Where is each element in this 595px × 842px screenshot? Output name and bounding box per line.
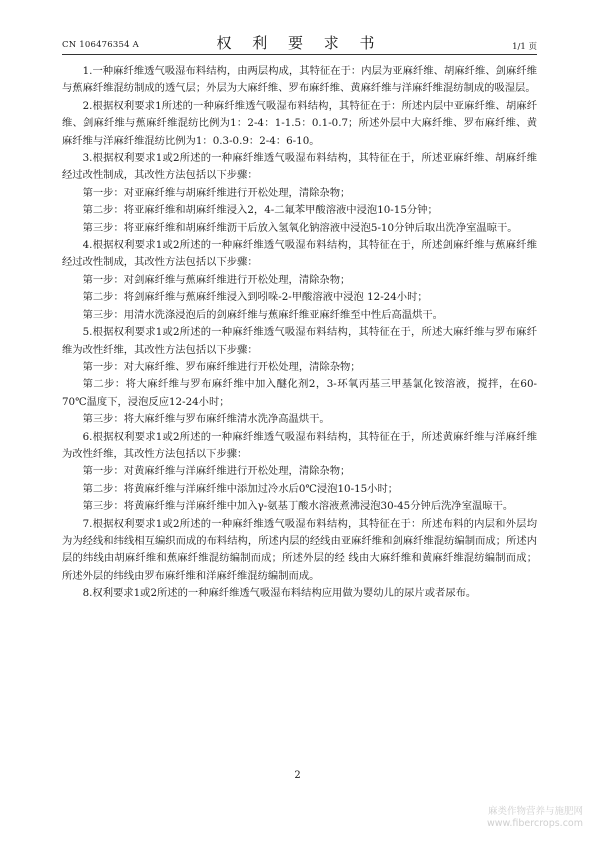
claim-paragraph: 3.根据权利要求1或2所述的一种麻纤维透气吸湿布料结构，其特征在于，所述亚麻纤维、胡麻纤维经过改性制成，其改性方法包括以下步骤：	[62, 152, 537, 182]
claim-step: 第三步：用清水洗涤浸泡后的剑麻纤维与蕉麻纤维亚麻纤维至中性后高温烘干。	[82, 308, 443, 321]
publication-number: CN 106476354 A	[62, 40, 139, 50]
claim-step: 第一步：对亚麻纤维与胡麻纤维进行开松处理，清除杂物；	[82, 186, 351, 199]
claim-step: 第二步：将大麻纤维与罗布麻纤维中加入醚化剂2，3-环氧丙基三甲基氯化铵溶液，搅拌，在60-70℃温度下，浸泡反应12-24小时；	[62, 378, 537, 408]
claim-step: 第三步：将大麻纤维与罗布麻纤维清水洗净高温烘干。	[82, 413, 330, 426]
page-header	[62, 32, 537, 52]
claim-paragraph: 8.权利要求1或2所述的一种麻纤维透气吸湿布料结构应用做为婴幼儿的尿片或者尿布。	[82, 587, 477, 600]
claim-paragraph: 5.根据权利要求1或2所述的一种麻纤维透气吸湿布料结构，其特征在于，所述大麻纤维与罗布麻纤维为改性纤维，其改性方法包括以下步骤：	[62, 326, 537, 356]
document-title: 权 利 要 求 书	[216, 34, 383, 52]
watermark-site-name: 麻类作物营养与施肥网	[487, 806, 583, 817]
claim-paragraph: 7.根据权利要求1或2所述的一种麻纤维透气吸湿布料结构，其特征在于：所述布料的内层和外层均为为经线和纬线相互编织而成的布料结构，所述内层的经线由亚麻纤维和剑麻纤维混纺编制而成；所述内层的纬线由胡麻纤维和蕉麻纤维混纺编制而成；所述外层的经 线由大麻纤维和黄麻纤维混纺编制而成；所述外层的纬线由罗布麻纤维和洋麻纤维混纺编制而成。	[62, 517, 537, 582]
claim-step: 第三步：将亚麻纤维和胡麻纤维沥干后放入氢氧化钠溶液中浸泡5-10分钟后取出洗净室温晾干。	[82, 221, 518, 234]
claim-paragraph: 4.根据权利要求1或2所述的一种麻纤维透气吸湿布料结构，其特征在于，所述剑麻纤维与蕉麻纤维经过改性制成，其改性方法包括以下步骤：	[62, 239, 537, 269]
claim-step: 第一步：对黄麻纤维与洋麻纤维进行开松处理，清除杂物；	[82, 465, 351, 478]
claim-step: 第一步：对大麻纤维、罗布麻纤维进行开松处理，清除杂物；	[82, 360, 361, 373]
page-number: 2	[294, 770, 301, 781]
header-divider	[62, 54, 537, 55]
watermark-url: www.fibercrops.com	[486, 818, 583, 829]
claims-body	[62, 63, 537, 603]
claim-paragraph: 1.一种麻纤维透气吸湿布料结构，由两层构成，其特征在于：内层为亚麻纤维、胡麻纤维、剑麻纤维与蕉麻纤维混纺制成的透气层；外层为大麻纤维、罗布麻纤维、黄麻纤维与洋麻纤维混纺制成的吸湿层。	[62, 65, 537, 95]
claim-step: 第二步：将亚麻纤维和胡麻纤维浸入2，4-二氟苯甲酸溶液中浸泡10-15分钟；	[82, 204, 438, 217]
page-info: 1/1 页	[512, 42, 537, 52]
claim-step: 第二步：将剑麻纤维与蕉麻纤维浸入到吲哚-2-甲酸溶液中浸泡 12-24小时；	[82, 291, 428, 304]
claim-paragraph: 6.根据权利要求1或2所述的一种麻纤维透气吸湿布料结构，其特征在于，所述黄麻纤维与洋麻纤维为改性纤维，其改性方法包括以下步骤：	[62, 430, 537, 460]
watermark	[487, 806, 583, 830]
claim-step: 第一步：对剑麻纤维与蕉麻纤维进行开松处理，清除杂物；	[82, 273, 351, 286]
claim-paragraph: 2.根据权利要求1所述的一种麻纤维透气吸湿布料结构，其特征在于：所述内层中亚麻纤维、胡麻纤维、剑麻纤维与蕉麻纤维混纺比例为1：2-4：1-1.5：0.1-0.7；所述外层中大麻纤维、罗布麻纤维、黄麻纤维与洋麻纤维混纺比例为1：0.3-0.9：2-4：6-10。	[62, 99, 537, 147]
claim-step: 第二步：将黄麻纤维与洋麻纤维中添加过冷水后0℃浸泡10-15小时；	[82, 482, 399, 495]
claim-step: 第三步：将黄麻纤维与洋麻纤维中加入γ-氨基丁酸水溶液煮沸浸泡30-45分钟后洗净室温晾干。	[82, 500, 514, 513]
